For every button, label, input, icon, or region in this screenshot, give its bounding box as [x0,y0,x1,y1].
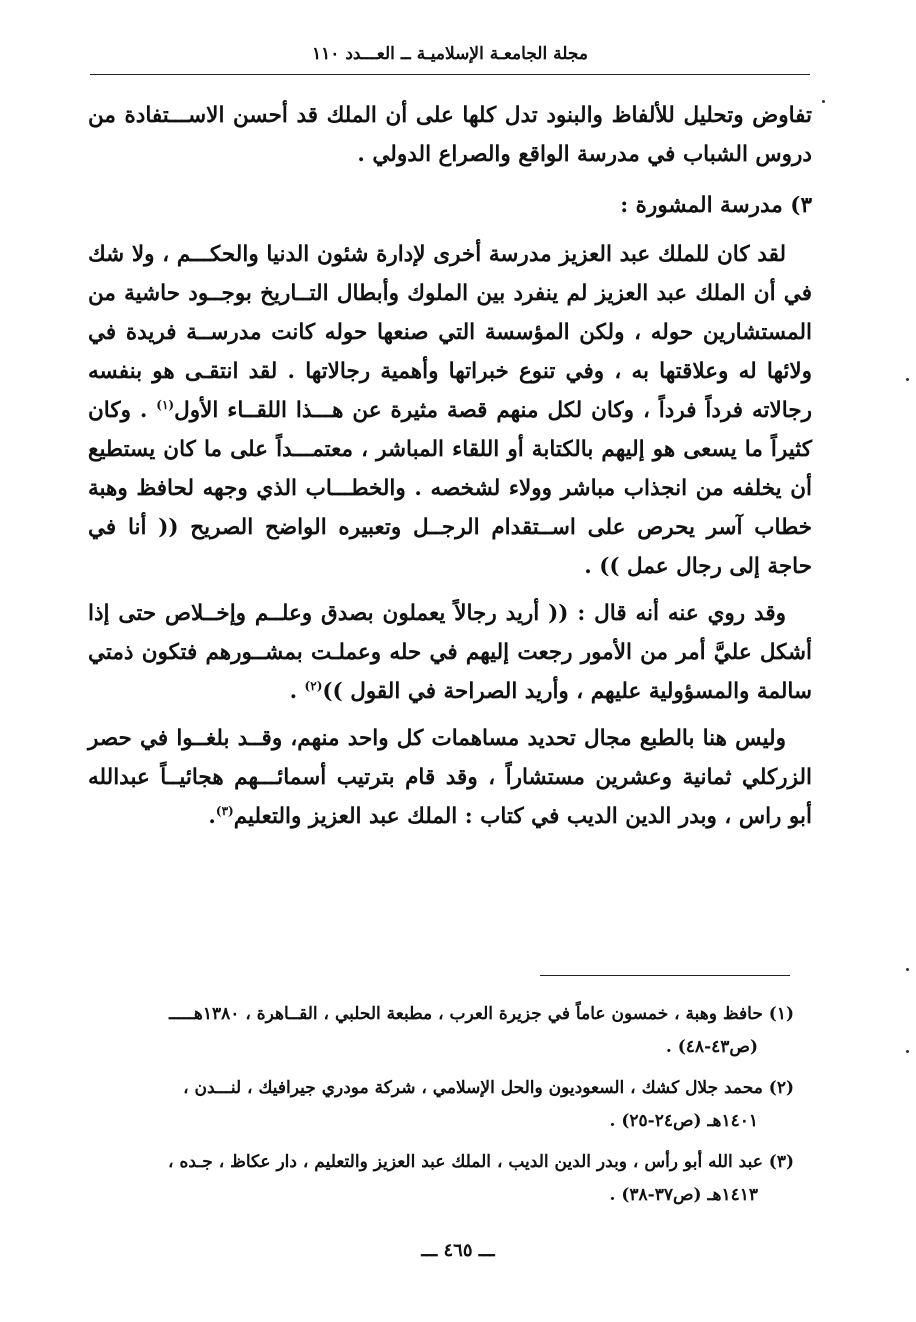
paragraph-4: وليس هنا بالطبع مجال تحديد مساهمات كل واحد منهم، وقــد بلغــوا في حصر الزركلي ثمانية وعشرين مستشاراً ، وقد قام بترتيب أسمائـــهم هجائيــاً عبدالله أبو راس ، وبدر الدين الديب في كتاب : الملك عبد العزيز والتعليم$^{(٣)}$. [88,726,812,829]
paragraph-3: وقد روي عنه أنه قال : (( أريد رجالاً يعملون بصدق وعلــم وإخــلاص حتى إذا أشكل عليَّ أمر من الأمور رجعت إليهم في حله وعملـت بمشــورهم فتكون ذمتي سالمة والمسؤولية عليهم ، وأريد الصراحة في القول ))$^{(٢)}$ . [88,601,812,704]
footnotes [82,998,794,1220]
section-heading: ٣) مدرسة المشورة : [620,193,812,218]
footnote-2-line2: ١٤٠١هـ (ص٢٤-٢٥) . [609,1111,758,1131]
footnote-ref-1[interactable]: (١) [156,397,175,412]
page-number: ـــ ٤٦٥ ـــ [421,1240,495,1261]
scan-speck [906,968,909,971]
footnote-3-line1: (٣) عبد الله أبو رأس ، وبدر الدين الديب ، الملك عبد العزيز والتعليم ، دار عكاظ ، جـده ، [168,1152,794,1172]
footnote-ref-3[interactable]: (٣) [215,803,234,818]
journal-header: مجلة الجامعـة الإسلاميـة ــ العـــدد ١١٠ [312,44,588,64]
footnote-2 [82,1072,794,1138]
footnote-1-line2: (ص٤٣-٤٨) . [665,1037,758,1057]
article-body [88,96,812,836]
footnote-divider [540,975,790,976]
footnote-1-line1: (١) حافظ وهبة ، خمسون عاماً في جزيرة العرب ، مطبعة الحلبي ، القــاهرة ، ١٣٨٠هـــــ [169,1004,794,1024]
footnote-1 [82,998,794,1064]
scan-speck [906,378,909,381]
footnote-3 [82,1146,794,1212]
footnote-ref-2[interactable]: (٢) [304,678,323,693]
scan-speck [822,100,825,103]
scan-speck [906,1050,909,1053]
footnote-2-line1: (٢) محمد جلال كشك ، السعوديون والحل الإسلامي ، شركة مودري جيرافيك ، لنـــدن ، [183,1078,794,1098]
footnote-3-line2: ١٤١٣هـ (ص٣٧-٣٨) . [609,1185,758,1205]
paragraph-1: تفاوض وتحليل للألفاظ والبنود تدل كلها على أن الملك قد أحسن الاســـتفادة من دروس الشباب في مدرسة الواقع والصراع الدولي . [88,103,812,167]
paragraph-2: لقد كان للملك عبد العزيز مدرسة أخرى لإدارة شئون الدنيا والحكـــم ، ولا شك في أن الملك عبد العزيز لم ينفرد بين الملوك وأبطال التــاريخ بوجــود حاشية من المستشارين حوله ، ولكن المؤسسة التي صنعها حوله كانت مدرســة فريدة في ولائها له وعلاقتها به ، وفي تنوع خبراتها وأهمية رجالاتها . لقد انتقـى هو بنفسه رجالاته فرداً فرداً ، وكان لكل منهم قصة مثيرة عن هـــذا اللقــاء الأول$^{(١)}$ . وكان كثيراً ما يسعى هو إليهم بالكتابة أو اللقاء المباشر ، معتمـــداً على ما كان يستطيع أن يخلفه من انجذاب مباشر وولاء لشخصه . والخطـــاب الذي وجهه لحافظ وهبة خطاب آسر يحرص على اســتقدام الرجــل وتعبيره الواضح الصريح (( أنا في حاجة إلى رجال عمل )) . [88,242,812,579]
header-divider [90,74,810,75]
